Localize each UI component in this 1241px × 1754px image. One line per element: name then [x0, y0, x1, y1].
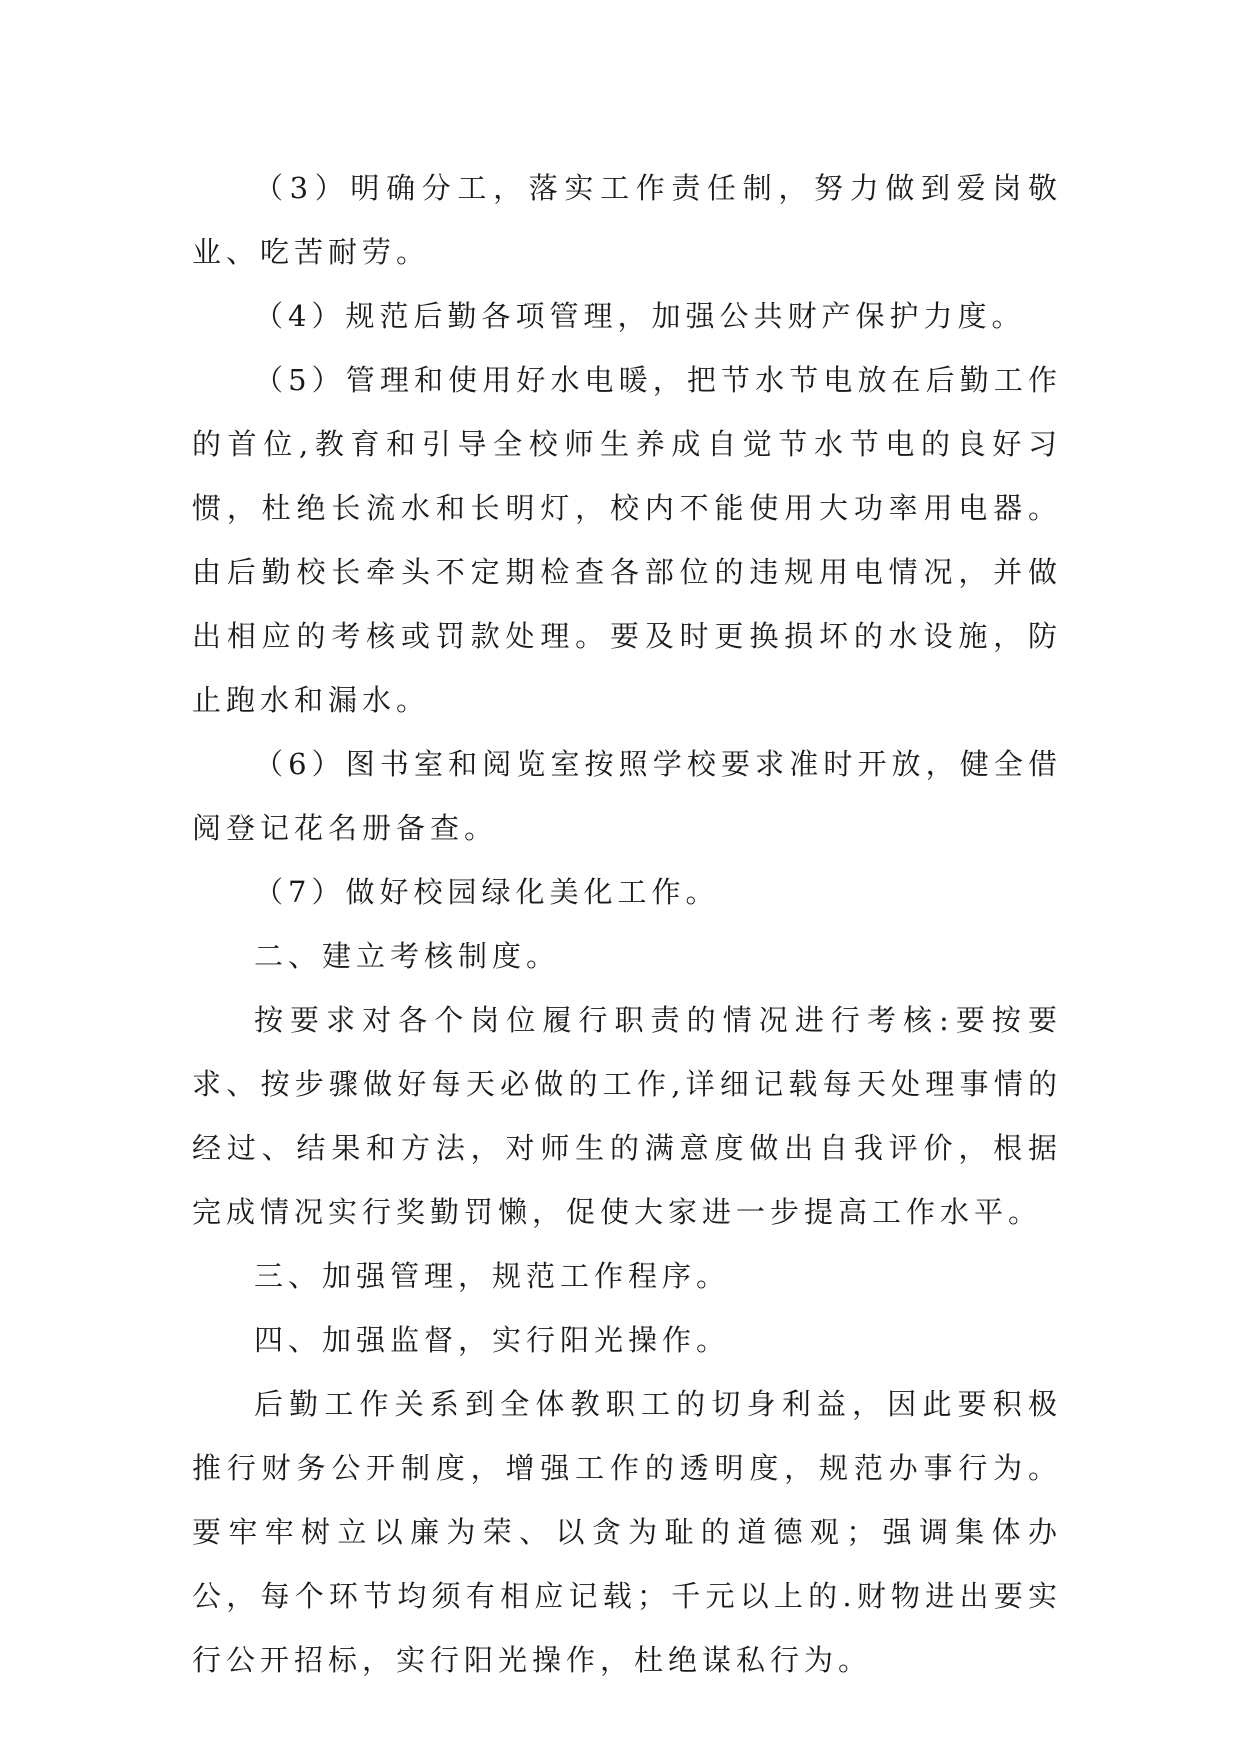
section-heading-3: 三、加强管理，规范工作程序。 — [254, 1259, 731, 1293]
paragraph-item-6: （6）图书室和阅览室按照学校要求准时开放，健全借阅登记花名册备查。 — [192, 747, 1062, 845]
document-page — [192, 156, 1062, 1692]
paragraph-supervision: 后勤工作关系到全体教职工的切身利益，因此要积极推行财务公开制度，增强工作的透明度，规范办事行为。要牢牢树立以廉为荣、以贪为耻的道德观；强调集体办公，每个环节均须有相应记载；千元以上的.财物进出要实行公开招标，实行阳光操作，杜绝谋私行为。 — [192, 1387, 1062, 1677]
paragraph-item-4: （4）规范后勤各项管理，加强公共财产保护力度。 — [254, 299, 1026, 333]
section-heading-4: 四、加强监督，实行阳光操作。 — [254, 1323, 731, 1357]
paragraph-assessment: 按要求对各个岗位履行职责的情况进行考核:要按要求、按步骤做好每天必做的工作,详细记载每天处理事情的经过、结果和方法，对师生的满意度做出自我评价，根据完成情况实行奖勤罚懒，促使大家进一步提高工作水平。 — [192, 1003, 1062, 1229]
paragraph-item-5: （5）管理和使用好水电暖，把节水节电放在后勤工作的首位,教育和引导全校师生养成自觉节水节电的良好习惯，杜绝长流水和长明灯，校内不能使用大功率用电器。由后勤校长牵头不定期检查各部位的违规用电情况，并做出相应的考核或罚款处理。要及时更换损坏的水设施，防止跑水和漏水。 — [192, 363, 1062, 717]
section-heading-2: 二、建立考核制度。 — [254, 939, 561, 973]
paragraph-item-7: （7）做好校园绿化美化工作。 — [254, 875, 720, 909]
paragraph-item-3: （3）明确分工，落实工作责任制，努力做到爱岗敬业、吃苦耐劳。 — [192, 171, 1062, 269]
